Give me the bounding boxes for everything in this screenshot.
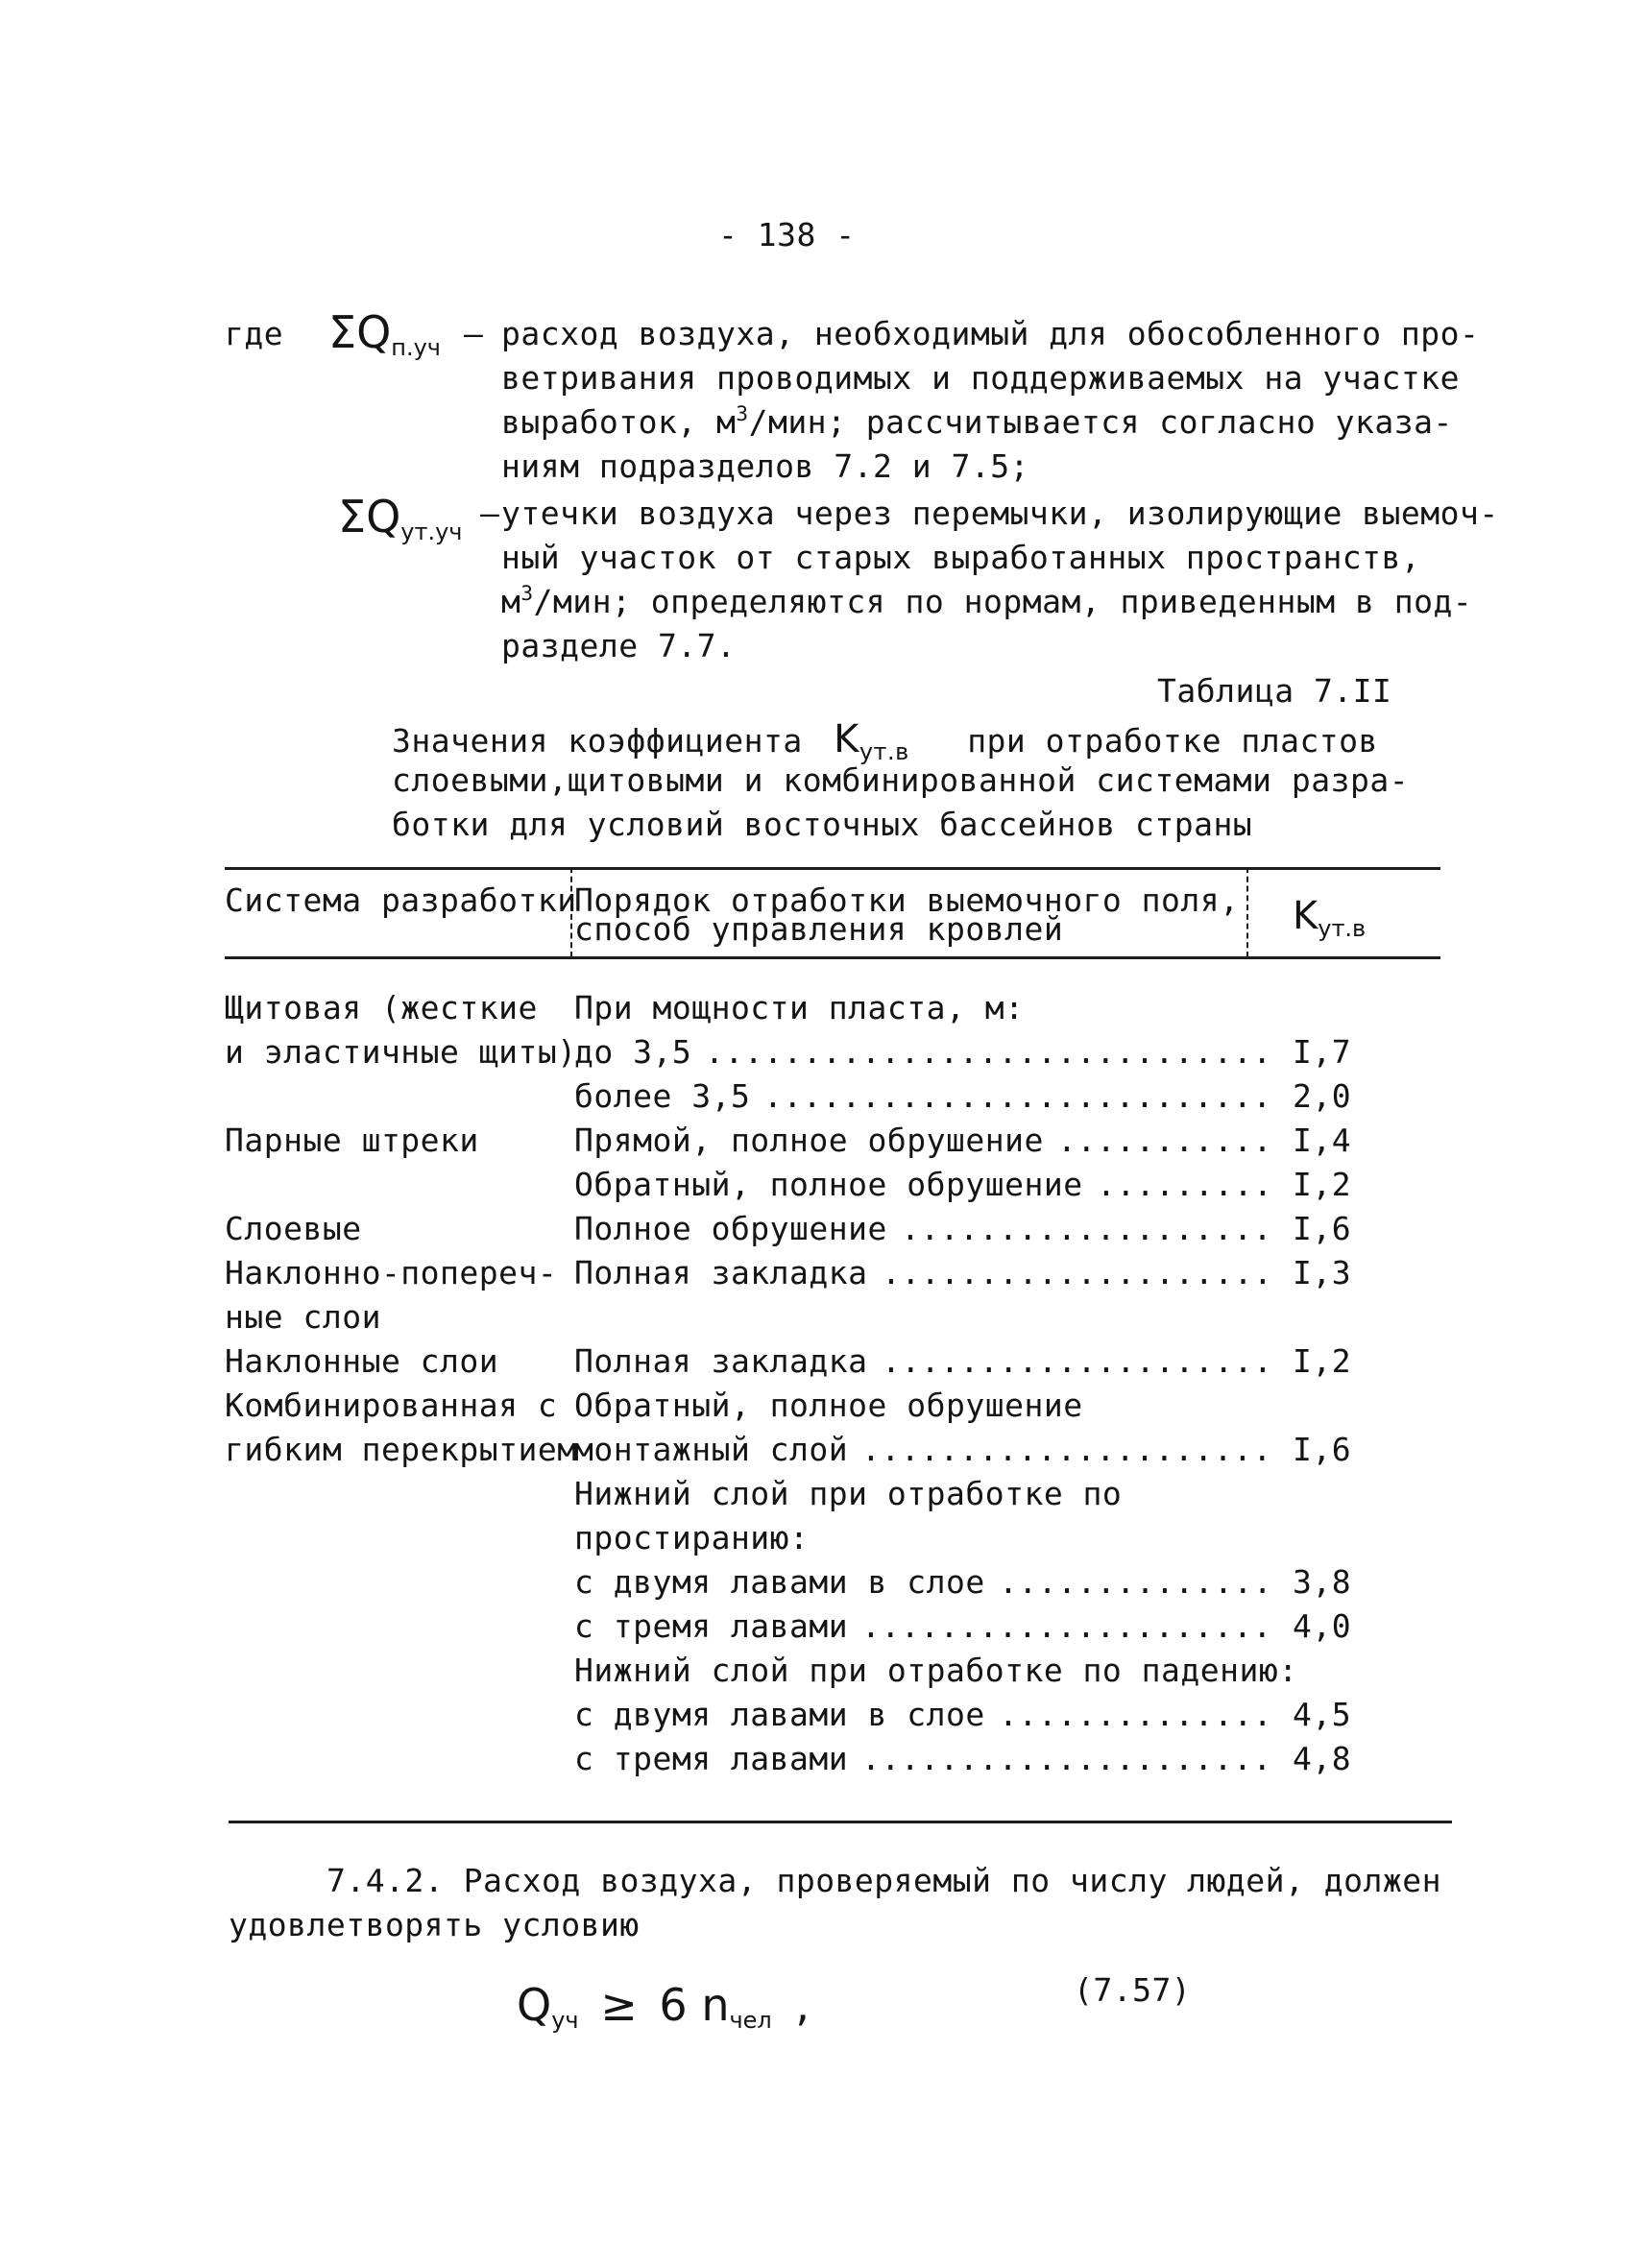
- cell-k-value: I,4: [1293, 1122, 1352, 1159]
- table-row: [225, 1163, 1358, 1207]
- table-row: [225, 1251, 1358, 1295]
- table-row: [225, 1693, 1358, 1737]
- cell-system: Наклонные слои: [225, 1342, 499, 1380]
- header-col-system: Система разработки: [225, 881, 577, 919]
- table-row: [225, 1516, 1358, 1560]
- definition-dash: –: [480, 495, 500, 532]
- symbol-main: ΣQ: [338, 491, 401, 543]
- dot-leader: ..........................: [763, 1077, 1272, 1115]
- formula-lhs-sub: уч: [551, 2007, 579, 2034]
- formula-lhs: [517, 1979, 579, 2034]
- header-divider-2: [1246, 867, 1248, 957]
- dot-leader: .....................: [861, 1431, 1272, 1468]
- table-title-line2: слоевыми,щитовыми и комбинированной системами разра-: [392, 761, 1410, 799]
- cell-order: Обратный, полное обрушение: [574, 1166, 1083, 1203]
- table-row: [225, 1560, 1358, 1604]
- table-row: [225, 986, 1358, 1030]
- symbol-subscript: ут.в: [859, 738, 909, 765]
- cell-k-value: 2,0: [1293, 1077, 1352, 1115]
- cell-k-value: I,6: [1293, 1210, 1352, 1247]
- cell-k-value: I,7: [1293, 1033, 1352, 1071]
- cell-order: Полное обрушение: [574, 1210, 887, 1247]
- dot-leader: .........: [1097, 1166, 1273, 1203]
- table-bottom-rule: [229, 1821, 1452, 1823]
- definition-line: утечки воздуха через перемычки, изолирующие выемоч-: [501, 495, 1499, 532]
- dot-leader: .....................: [861, 1740, 1272, 1777]
- where-label: где: [225, 315, 284, 352]
- cell-order: Нижний слой при отработке по падению:: [574, 1652, 1298, 1689]
- formula-rhs: [701, 1979, 772, 2034]
- cell-order: с тремя лавами: [574, 1607, 849, 1645]
- formula-coefficient: 6: [659, 1979, 688, 2031]
- section-paragraph-line2: удовлетворять условию: [229, 1906, 640, 1943]
- definition-line: ветривания проводимых и поддерживаемых на участке: [501, 359, 1461, 397]
- cell-order: монтажный слой: [574, 1431, 849, 1468]
- cell-k-value: I,6: [1293, 1431, 1352, 1468]
- symbol-subscript: ут.в: [1318, 915, 1367, 942]
- dot-leader: .............................: [705, 1033, 1272, 1071]
- table-row: [225, 1737, 1358, 1781]
- dot-leader: ..............: [999, 1563, 1273, 1601]
- cell-system: Щитовая (жесткие: [225, 989, 538, 1026]
- table-row: [225, 1604, 1358, 1649]
- cell-k-value: 4,5: [1293, 1696, 1352, 1733]
- cell-order: При мощности пласта, м:: [574, 989, 1025, 1026]
- cell-k-value: I,3: [1293, 1254, 1352, 1291]
- cell-order: Нижний слой при отработке по: [574, 1475, 1123, 1512]
- definition-line-units: выработок, $м^3$/мин; рассчитывается согласно указа-: [501, 402, 1453, 441]
- cell-system: и эластичные щиты): [225, 1033, 577, 1071]
- cell-system: Парные штреки: [225, 1122, 479, 1159]
- symbol-sum-q-ut-uch: [338, 492, 462, 557]
- cell-order: простиранию:: [574, 1519, 810, 1556]
- symbol-main: ΣQ: [328, 306, 392, 358]
- table-row: [225, 1428, 1358, 1472]
- cell-system: Комбинированная с: [225, 1387, 558, 1424]
- table-row: [225, 1074, 1358, 1119]
- cell-order: Полная закладка: [574, 1342, 868, 1380]
- formula-comma: ,: [795, 1979, 810, 2031]
- table-label: Таблица 7.II: [1157, 672, 1392, 710]
- cell-order: с двумя лавами в слое: [574, 1696, 985, 1733]
- page-number: - 138 -: [718, 216, 856, 253]
- formula-operator: ≥: [600, 1979, 638, 2031]
- definition-line: разделе 7.7.: [501, 627, 737, 664]
- table-row: [225, 1649, 1358, 1693]
- table-row: [225, 1472, 1358, 1516]
- cell-system: Слоевые: [225, 1210, 362, 1247]
- cell-order: с тремя лавами: [574, 1740, 849, 1777]
- definition-line: ный участок от старых выработанных пространств,: [501, 539, 1421, 576]
- cell-order: Полная закладка: [574, 1254, 868, 1291]
- cell-system: Наклонно-попереч-: [225, 1254, 558, 1291]
- cell-order: Прямой, полное обрушение: [574, 1122, 1044, 1159]
- title-text-before: Значения коэффициента: [392, 722, 803, 760]
- formula-rhs-main: n: [701, 1979, 730, 2031]
- header-col-order-line1: Порядок отработки выемочного поля,: [574, 881, 1240, 919]
- definition-dash: –: [464, 315, 484, 352]
- cell-order: более 3,5: [574, 1077, 751, 1115]
- symbol-sum-q-p-uch: [328, 307, 441, 373]
- dot-leader: ...................: [901, 1210, 1272, 1247]
- symbol-subscript: ут.уч: [400, 519, 463, 545]
- table-row: [225, 1030, 1358, 1074]
- table-row: [225, 1207, 1358, 1251]
- formula-number: (7.57): [1074, 1971, 1192, 2009]
- definition-line: ниям подразделов 7.2 и 7.5;: [501, 447, 1029, 485]
- cell-order: Обратный, полное обрушение: [574, 1387, 1083, 1424]
- definition-line-units: $м^3$/мин; определяются по нормам, приведенным в под-: [501, 582, 1473, 620]
- cell-k-value: 4,0: [1293, 1607, 1352, 1645]
- symbol-main: K: [1293, 894, 1318, 938]
- formula-rhs-sub: чел: [729, 2007, 772, 2034]
- cell-k-value: 4,8: [1293, 1740, 1352, 1777]
- cell-system: гибким перекрытием: [225, 1431, 577, 1468]
- table-row: [225, 1339, 1358, 1384]
- table-header-rule: [225, 956, 1440, 959]
- table-row: [225, 1119, 1358, 1163]
- definition-line: расход воздуха, необходимый для обособленного про-: [501, 315, 1480, 352]
- dot-leader: ...........: [1057, 1122, 1273, 1159]
- cell-k-value: I,2: [1293, 1342, 1352, 1380]
- table-title-line3: ботки для условий восточных бассейнов страны: [392, 806, 1253, 843]
- cell-system: ные слои: [225, 1298, 381, 1336]
- section-paragraph-line1: 7.4.2. Расход воздуха, проверяемый по числу людей, должен: [327, 1862, 1441, 1899]
- header-col-order-line2: способ управления кровлей: [574, 910, 1064, 948]
- symbol-main: K: [834, 717, 859, 761]
- title-text-after: при отработке пластов: [967, 722, 1378, 760]
- symbol-subscript: п.уч: [391, 334, 441, 361]
- formula-lhs-main: Q: [517, 1979, 552, 2031]
- cell-order: до 3,5: [574, 1033, 692, 1071]
- cell-order: с двумя лавами в слое: [574, 1563, 985, 1601]
- table-row: [225, 1384, 1358, 1428]
- header-col-k: [1293, 891, 1366, 953]
- cell-k-value: I,2: [1293, 1166, 1352, 1203]
- dot-leader: ....................: [882, 1342, 1273, 1380]
- formula: [517, 1980, 810, 2045]
- dot-leader: .....................: [861, 1607, 1272, 1645]
- dot-leader: ....................: [882, 1254, 1273, 1291]
- table-row: [225, 1295, 1358, 1339]
- symbol-k-ut: [834, 717, 909, 765]
- cell-k-value: 3,8: [1293, 1563, 1352, 1601]
- table-top-rule: [225, 867, 1440, 870]
- dot-leader: ..............: [999, 1696, 1273, 1733]
